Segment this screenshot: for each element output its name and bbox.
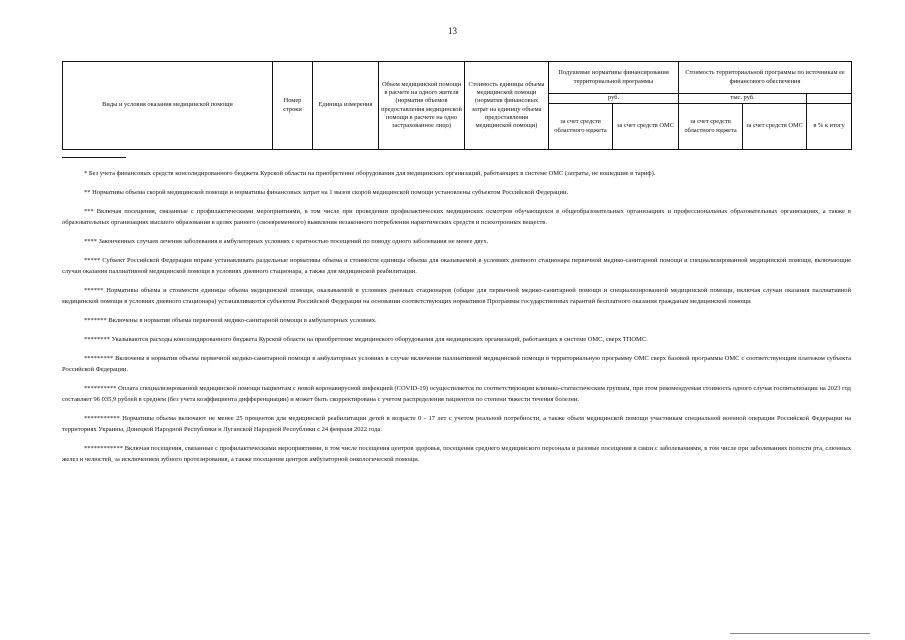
footnote-12	[62, 443, 851, 465]
header-cell-percapita: Подушевые нормативы финансирования территориальной программы	[549, 62, 679, 94]
footnote-text: ************ Включая посещения, связанные с профилактическими мероприятиями, в том числе посещения центров здоровья, посещения среднего медицинского персонала и разовые посещения в связи с заболеваниями, в том числе при заболеваниях полости рта, слюнных желез и челюстей, за исключением зубного протезирования, а также посещения центров амбулаторной онкологической помощи.	[62, 445, 851, 463]
footnote-separator	[62, 157, 126, 158]
footnote-5	[62, 255, 851, 277]
page-number: 13	[448, 26, 457, 36]
footnote-11	[62, 413, 851, 435]
header-cell-unit-thous-rub: тыс. руб.	[679, 94, 807, 104]
footnote-text: ******* Включены в норматив объема первичной медико-санитарной помощи в амбулаторных условиях.	[84, 317, 377, 324]
footnote-1	[62, 168, 851, 179]
footnote-4	[62, 236, 851, 247]
header-cell-unit-rub: руб.	[549, 94, 679, 104]
footnote-text: ******** Указываются расходы консолидированного бюджета Курской области на приобретение медицинского оборудования для медицинских организаций, работающих в системе ОМС, сверх ТПОМС.	[84, 336, 648, 343]
footnote-2	[62, 187, 851, 198]
footnote-text: ********** Оплата специализированной медицинской помощи пациентам с новой коронавирусной инфекцией (COVID-19) осуществляется по соответствующим клинико-статистическим группам, при этом рекомендуемая стоимость одного случая госпитализации на 2023 год составляет 96 035,9 рублей в среднем (без учета коэффициента дифференциации) и может быть скорректирована с учетом распределения пациентов по степени тяжести течения болезни.	[62, 385, 851, 403]
header-cell-volume: Объем медицинской помощи в расчете на одного жителя (норматив объемов предоставления медицинской помощи в расчете на одно застрахованное лицо)	[379, 62, 465, 150]
footnote-10	[62, 383, 851, 405]
header-cell-unit: Единица измерения	[313, 62, 379, 150]
header-cell-oms-2: за счет средств ОМС	[743, 104, 807, 150]
header-cell-line: Номер строки	[273, 62, 313, 150]
footnote-text: ***** Субъект Российской Федерации вправе устанавливать раздельные нормативы объема и стоимости единицы объема для оказываемой в условиях дневного стационара первичной медико-санитарной помощи и специализированной медицинской помощи, включающие случаи оказания паллиативной медицинской помощи в условиях дневного стационара, а также для медицинской реабилитации.	[62, 257, 851, 275]
footnote-6	[62, 285, 851, 307]
footnote-text: **** Законченных случаев лечения заболевания в амбулаторных условиях с кратностью посещений по поводу одного заболевания не менее двух.	[84, 238, 489, 245]
header-cell-totalcost: Стоимость территориальной программы по источникам ее финансового обеспечения	[679, 62, 852, 94]
header-cell-budget-2: за счет средств областного юджета	[679, 104, 743, 150]
footnote-text: *********** Нормативы объема включают не менее 25 процентов для медицинской реабилитации детей в возрасте 0 - 17 лет с учетом реальной потребности, а также объем медицинской помощи участникам специальной военной операции Российской Федерации на территориях Украины, Донецкой Народной Республики и Луганской Народной Республики с 24 февраля 2022 года.	[62, 415, 851, 433]
footnote-8	[62, 334, 851, 345]
footnote-9	[62, 353, 851, 375]
footnote-text: * Без учета финансовых средств консолидированного бюджета Курской области на приобретение оборудования для медицинских организаций, работающих в системе ОМС (затраты, не вошедшие в тариф).	[84, 170, 656, 177]
header-cell-percent: в % к итогу	[807, 104, 852, 150]
header-cell-empty	[807, 94, 852, 104]
footnote-3	[62, 206, 851, 228]
scan-edge-line	[730, 633, 870, 634]
footnote-text: ********* Включены в норматив объема первичной медико-санитарной помощи в амбулаторных условиях в случае включения паллиативной медицинской помощи в территориальную программу ОМС сверх базовой программы ОМС с соответствующим платежом субъекта Российской Федерации.	[62, 355, 851, 373]
footnotes-section	[62, 168, 851, 473]
header-cell-budget-1: за счет средств областного юджета	[549, 104, 613, 150]
header-cell-cost: Стоимость единицы объема медицинской помощи (норматив финансовых затрат на единицу объема предоставления медицинской помощи)	[465, 62, 549, 150]
header-table	[62, 61, 852, 150]
footnote-7	[62, 315, 851, 326]
footnote-text: ****** Нормативы объема и стоимости единицы объема медицинской помощи, оказываемой в условиях дневных стационаров (общие для первичной медико-санитарной помощи и специализированной медицинской помощи, включая случаи оказания паллиативной медицинской помощи в условиях дневного стационара) устанавливаются субъектом Российской Федерации на основании соответствующих нормативов Программы государственных гарантий бесплатного оказания гражданам медицинской помощи	[62, 287, 851, 305]
footnote-text: *** Включая посещения, связанные с профилактическими мероприятиями, в том числе при проведении профилактических медицинских осмотров обучающихся в общеобразовательных организациях и профессиональных образовательных организациях, а также в образовательных организациях высшего образования в целях раннего (своевременного) выявления незаконного потребления наркотических средств и психотропных веществ.	[62, 208, 851, 226]
footnote-text: ** Нормативы объема скорой медицинской помощи и нормативы финансовых затрат на 1 вызов скорой медицинской помощи установлены субъектом Российской Федерации.	[84, 189, 569, 196]
header-cell-types: Виды и условия оказания медицинской помощи	[63, 62, 273, 150]
header-cell-oms-1: за счет средств ОМС	[613, 104, 679, 150]
